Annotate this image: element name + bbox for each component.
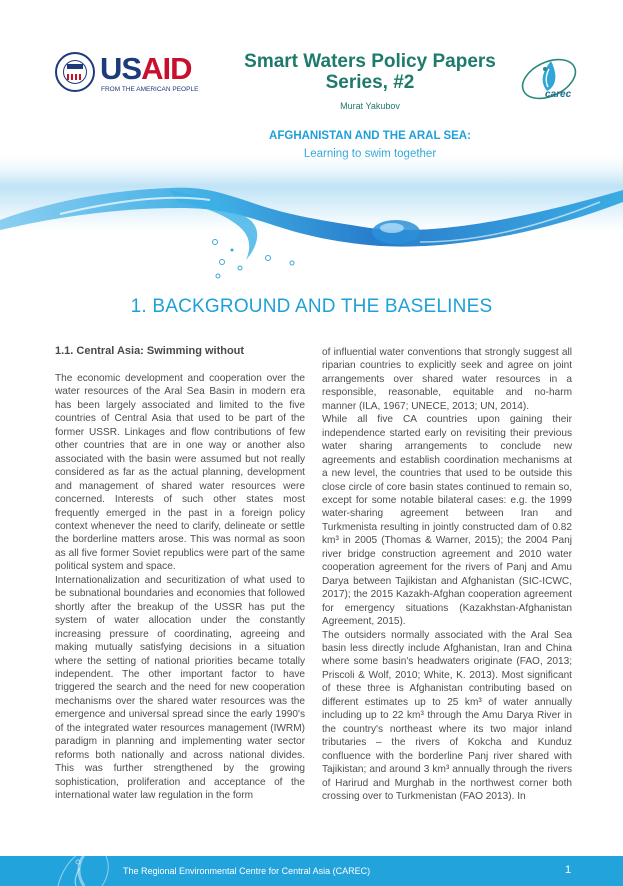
section-heading: 1. BACKGROUND AND THE BASELINES <box>130 296 493 317</box>
usaid-aid: AID <box>141 51 192 86</box>
left-column <box>55 372 305 803</box>
right-column <box>322 346 572 803</box>
series-title-line1: Smart Waters Policy Papers <box>244 51 496 72</box>
series-title <box>220 51 520 93</box>
page-number: 1 <box>565 864 572 876</box>
water-splash-banner <box>0 150 623 280</box>
water-splash-image <box>0 150 623 280</box>
footer-organization: The Regional Environmental Centre for Central Asia (CAREC) <box>123 866 371 876</box>
paragraph: While all five CA countries upon gaining their independence started early on revisiting their previous water sharing arrangements to conclude new agreements and establish coordination mechanisms at a new level, the countries that used to be outside this close circle of core basin states continued to remain so, except for some notable bilateral cases: e.g. the 1999 water-sharing agreement between Iran and Turkmenista resulting in jointly constructed dam of 0.82 km³ in 2005 (Thomas & Warner, 2015); the 2004 Panj river bridge construction agreement and 2010 water cooperation agreement for the rivers of Panj and Amu Darya between Tajikistan and Afghanistan (SIC-ICWC, 2017); the 2015 Kazakh-Afghan cooperation agreement for emergency situations (Kazakhstan-Afghanistan Agreement, 2015). <box>322 414 572 628</box>
usaid-tagline: FROM THE AMERICAN PEOPLE <box>101 86 199 93</box>
paragraph: of influential water conventions that strongly suggest all riparian countries to explicitly seek and agree on joint arrangements over shared water resources in a responsible, reasonable, equitable and no-harm manner (ILA, 1967; UNECE, 2013; UN, 2014). <box>322 347 572 412</box>
paragraph: Internationalization and securitization of what used to be subnational boundaries and economies that followed shortly after the breakup of the USSR has put the system of water allocation under the constantly increasing pressure of coordinating, agreeing and making mutually satisfying decisions in a situation where the setting of national priorities became totally independent. The other important factor to have triggered the search and the need for new cooperation mechanisms over the shared water resources was the emergence and universal spread since the early 1990's of the integrated water resources management (IWRM) paradigm in planning and implementing water sector reforms both nationally and across national divides. This was further strengthened by the growing sophistication, proliferation and acceptance of the international water law regulation in the form <box>55 574 305 802</box>
page-footer <box>0 856 623 886</box>
usaid-us: US <box>100 51 142 86</box>
carec-logo-text: carec <box>545 89 572 100</box>
paragraph: The outsiders normally associated with the Aral Sea basin less directly include Afghanistan, Iran and China where some basin's headwaters originate (FAO, 2013; Priscoli & Wolf, 2010; White, K. 2013). Most significant of these three is Afghanistan contributing based on different estimates up to 25 km³ of water annually including up to 22 km³ through the Amu Darya River in the country's northeast where its two major inland tributaries – the rivers of Kokcha and Kunduz confluence with the borderline Panj river shared with Tajikistan; and around 3 km³ annually through the rivers of Harirud and Murghab in the northwest corner both crossing over to Turkmenistan (FAO 2013). In <box>322 629 572 802</box>
series-title-line2: Series, #2 <box>325 72 415 93</box>
usaid-wordmark <box>100 52 191 86</box>
subsection-heading: 1.1. Central Asia: Swimming without <box>55 345 245 357</box>
usaid-logo <box>55 52 200 96</box>
paragraph: The economic development and cooperation over the water resources of the Aral Sea Basin in modern era has been largely associated and limited to the five countries of Central Asia that used to be part of the former USSR. Linkages and flow contributions of few other countries that are in one way or another also associated with the basin were assumed but not really considered as far as the actual planning, development and management of shared water resources were concerned. Interests of such other states most frequently emerged in the past in a foreign policy context whenever the need to clarify, delineate or settle the borderline matters arose. This was normal as soon as all five former Soviet republics were part of the same political system and space. <box>55 373 305 573</box>
author-name: Murat Yakubov <box>340 101 400 111</box>
carec-logo <box>515 55 585 105</box>
document-title: AFGHANISTAN AND THE ARAL SEA: <box>269 130 471 142</box>
carec-watermark-icon <box>40 846 120 886</box>
usaid-seal-icon <box>55 52 95 92</box>
